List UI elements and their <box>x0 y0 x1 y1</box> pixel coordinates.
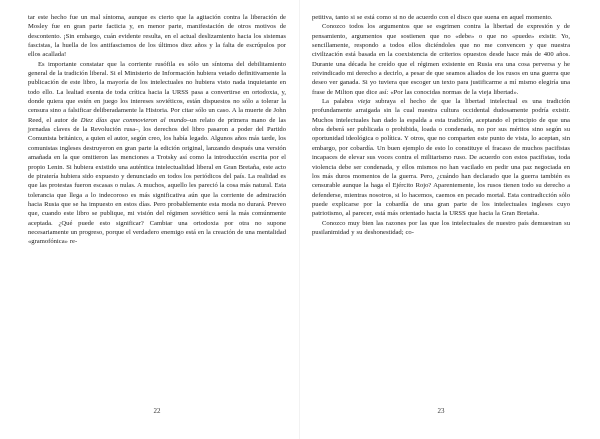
page-number: 22 <box>153 407 161 415</box>
paragraph: petitiva, tanto si se está como si no de acuerdo con el disco que suena en aquel momento. <box>312 14 553 21</box>
paragraph-text: –un relato de primera mano de las jornadas claves de la Revolución rusa–, los derechos del libro pasaron a poder del Partido Comunista británico, a quien el autor, según creo, los había legado. Algunos años más tarde, los comunistas ingleses destruyeron en gran parte la edición original, lanzando después una versión amañada en la que omitieron las menciones a Trotsky así como la introducción escrita por el propio Lenin. Si hubiera existido una auténtica intelectualidad liberal en Gran Bretaña, este acto de piratería hubiera sido expuesto y denunciado en todos los periódicos del país. La realidad es que las protestas fueron escasas o nulas. A muchos, aquello les pareció la cosa más natural. Esta tolerancia que llega a lo indecoroso es más significativa aún que la corriente de admiración hacia Rusia que se ha impuesto en estos días. Pero probablemente esta moda no durará. Preveo que, cuando este libro se publique, mi visión del régimen soviético será la más comúnmente aceptada. ¿Qué puede esto significar? Cambiar una ortodoxia por otra no supone necesariamente un progreso, porque el verdadero enemigo está en la creación de una mentalidad «gramofónica» re- <box>28 116 287 246</box>
paragraph <box>312 97 570 218</box>
paragraph: Conozco muy bien las razones por las que los intelectuales de nuestro país demuestran su pusilanimidad y su deshonestidad; co- <box>312 219 570 236</box>
paragraph: tar este hecho fue un mal síntoma, aunque es cierto que la agitación contra la liberación de Mosley fue en gran parte facticia y, en menor parte, manifestación de otros motivos de descontento. ¡Sin embargo, cuán evidente resulta, en el actual deslizamiento hacia los sistemas fascistas, la huella de los antifascismos de los últimos diez años y la falta de escrúpulos por ellos acallada! <box>28 14 286 59</box>
paragraph <box>28 60 286 247</box>
paragraph-text: La palabra <box>322 98 358 106</box>
left-page-body <box>28 13 286 247</box>
page-gutter <box>299 0 300 439</box>
book-title: Diez días que conmovieron al mundo <box>80 116 187 124</box>
left-page <box>28 13 286 439</box>
paragraph-text: subraya el hecho de que la libertad intelectual es una tradición profundamente arraigada sin la cual nuestra cultura occidental dudosamente podría existir. Muchos intelectuales han dado la espalda a esta tradición, aceptando el principio de que una obra deberá ser publicada o prohibida, loada o condenada, no por sus méritos sino según su oportunidad ideológica o política. Y otros, que no comparten este punto de vista, lo aceptan, sin embargo, por cobardía. Un buen ejemplo de esto lo constituye el fracaso de muchos pacifistas incapaces de elevar sus voces contra el militarismo ruso. De acuerdo con estos pacifistas, toda violencia debe ser condenada, y ellos mismos no han vacilado en pedir una paz negociada en los más duros momentos de la guerra. Pero, ¿cuándo han declarado que la guerra también es censurable aunque la haga el Ejército Rojo? Aparentemente, los rusos tienen todo su derecho a defenderse, mientras nosotros, si lo hacemos, caemos en pecado mortal. Esta contradicción sólo puede explicarse por la cobardía de una gran parte de los intelectuales ingleses cuyo patriotismo, al parecer, está más orientado hacia la URSS que hacia la Gran Bretaña. <box>312 98 570 218</box>
right-page-body <box>312 13 570 237</box>
right-page <box>312 13 570 439</box>
paragraph: Conozco todos los argumentos que se esgrimen contra la libertad de expresión y de pensamiento, argumentos que sostienen que no «debe» o que no «puede» existir. Yo, sencillamente, respondo a todos ellos diciéndoles que no me convencen y que nuestra civilización está basada en la coexistencia de criterios opuestos desde hace más de 400 años. Durante una década he creído que el régimen existente en Rusia era una cosa perversa y he reivindicado mi derecho a decirlo, a pesar de que seamos aliados de los rusos en una guerra que deseo ver ganada. Si yo tuviera que escoger un texto para justificarme a mí mismo elegiría una frase de Milton que dice así: «Por las conocidas normas de la vieja libertad». <box>312 23 570 96</box>
emphasized-word: vieja <box>357 98 371 106</box>
paragraph-text: Es importante constatar que la corriente rusófila es sólo un síntoma del debilitamiento general de la tradición liberal. Si el Ministerio de Información hubiera vetado definitivamente la publicación de este libro, la mayoría de los intelectuales no hubiera visto nada inquietante en todo ello. La lealtad exenta de toda crítica hacia la URSS pasa a convertirse en ortodoxia, y, donde quiera que estén en juego los intereses soviéticos, están dispuestos no sólo a tolerar la censura sino a falsificar deliberadamente la Historia. Por citar sólo un caso. A la muerte de John Reed, el autor de <box>28 60 286 124</box>
page-number: 23 <box>437 407 445 415</box>
